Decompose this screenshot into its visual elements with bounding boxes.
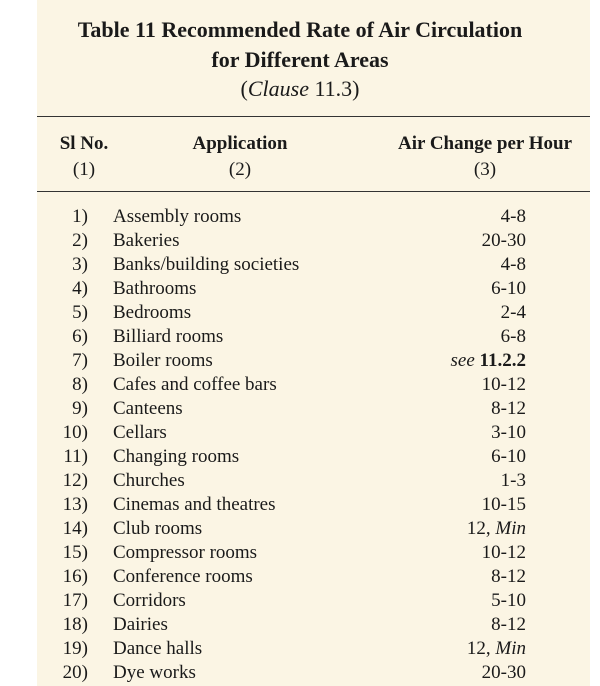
sl-number: 12)	[62, 470, 88, 491]
sl-number: 10)	[62, 422, 88, 443]
value-text: 20-30	[481, 230, 526, 251]
air-change-value	[491, 397, 526, 421]
application-name: Changing rooms	[113, 446, 240, 467]
sl-number: 7)	[72, 350, 88, 371]
table-body	[0, 205, 600, 685]
table-row	[0, 373, 600, 397]
sl-number: 20)	[62, 662, 88, 683]
column-header-label: Air Change per Hour	[398, 133, 572, 154]
air-change-value	[482, 373, 526, 397]
value-suffix: Min	[495, 518, 526, 539]
air-change-value	[491, 565, 526, 589]
air-change-value	[491, 589, 526, 613]
clause-reference: (Clause 11.3)	[240, 76, 360, 101]
air-change-value	[482, 229, 526, 253]
sl-number: 1)	[72, 206, 88, 227]
air-change-value	[467, 637, 526, 661]
air-change-value	[501, 205, 526, 229]
table-title-line-2: for Different Areas	[211, 47, 389, 72]
application-name: Bakeries	[113, 230, 180, 251]
table-row	[0, 301, 600, 325]
air-change-value	[501, 253, 526, 277]
column-header-label: Sl No.	[59, 133, 109, 154]
application-name: Conference rooms	[113, 566, 253, 587]
clause-word: Clause	[247, 76, 309, 101]
column-header-label: Application	[192, 133, 288, 154]
air-change-value	[482, 493, 526, 517]
table-row	[0, 613, 600, 637]
sl-number: 18)	[62, 614, 88, 635]
value-text: 5-10	[491, 590, 526, 611]
table-row	[0, 661, 600, 685]
application-name: Corridors	[113, 590, 186, 611]
air-change-value	[501, 301, 526, 325]
value-text: 6-10	[491, 278, 526, 299]
table-row	[0, 421, 600, 445]
sl-number: 9)	[72, 398, 88, 419]
application-name: Banks/building societies	[113, 254, 300, 275]
table-row	[0, 397, 600, 421]
air-change-value	[491, 445, 526, 469]
value-text: 6-10	[491, 446, 526, 467]
sl-number: 19)	[62, 638, 88, 659]
sl-number: 17)	[62, 590, 88, 611]
value-text: 12,	[466, 518, 491, 539]
application-name: Assembly rooms	[113, 206, 242, 227]
value-text: 6-8	[500, 326, 526, 347]
table-title-line-1: Table 11 Recommended Rate of Air Circulation	[77, 17, 523, 42]
table-row	[0, 229, 600, 253]
value-text: 4-8	[500, 254, 526, 275]
table-row	[0, 205, 600, 229]
column-header-sl-no	[44, 132, 124, 182]
sl-number: 16)	[62, 566, 88, 587]
table-row	[0, 325, 600, 349]
column-header-application	[160, 132, 320, 182]
value-text: 10-12	[481, 542, 526, 563]
air-change-value	[491, 277, 526, 301]
column-header-number: (1)	[72, 159, 96, 180]
value-text: 20-30	[481, 662, 526, 683]
sl-number: 8)	[72, 374, 88, 395]
value-text: 10-15	[481, 494, 526, 515]
value-text: 10-12	[481, 374, 526, 395]
table-row	[0, 589, 600, 613]
header-top-rule	[37, 116, 590, 117]
table-row	[0, 277, 600, 301]
header-bottom-rule	[37, 191, 590, 192]
value-text: 2-4	[500, 302, 526, 323]
table-row	[0, 565, 600, 589]
column-header-number: (3)	[473, 159, 497, 180]
table-row	[0, 445, 600, 469]
air-change-value	[491, 421, 526, 445]
sl-number: 3)	[72, 254, 88, 275]
value-text: 8-12	[491, 614, 526, 635]
sl-number: 13)	[62, 494, 88, 515]
table-row	[0, 541, 600, 565]
application-name: Cellars	[113, 422, 167, 443]
application-name: Compressor rooms	[113, 542, 258, 563]
air-change-value	[467, 517, 526, 541]
air-change-value	[501, 469, 526, 493]
application-name: Churches	[113, 470, 185, 491]
application-name: Dairies	[113, 614, 168, 635]
clause-number: 11.3	[314, 76, 353, 101]
application-name: Bedrooms	[113, 302, 192, 323]
application-name: Boiler rooms	[113, 350, 213, 371]
application-name: Dance halls	[113, 638, 203, 659]
application-name: Cafes and coffee bars	[113, 374, 277, 395]
application-name: Club rooms	[113, 518, 203, 539]
column-header-number: (2)	[228, 159, 252, 180]
value-text: 3-10	[491, 422, 526, 443]
value-reference: 11.2.2	[479, 350, 526, 371]
value-text: 12,	[466, 638, 491, 659]
value-text: 8-12	[491, 398, 526, 419]
column-header-air-change	[380, 132, 590, 182]
air-change-value	[482, 541, 526, 565]
value-text: 8-12	[491, 566, 526, 587]
sl-number: 11)	[63, 446, 88, 467]
value-prefix: see	[450, 350, 475, 371]
application-name: Bathrooms	[113, 278, 197, 299]
table-row	[0, 253, 600, 277]
air-change-value	[491, 613, 526, 637]
application-name: Cinemas and theatres	[113, 494, 276, 515]
air-change-value	[451, 349, 526, 373]
sl-number: 14)	[62, 518, 88, 539]
air-change-value	[501, 325, 526, 349]
air-change-value	[482, 661, 526, 685]
sl-number: 15)	[62, 542, 88, 563]
table-row	[0, 469, 600, 493]
table-row	[0, 349, 600, 373]
value-suffix: Min	[495, 638, 526, 659]
table-row	[0, 517, 600, 541]
sl-number: 6)	[72, 326, 88, 347]
sl-number: 5)	[72, 302, 88, 323]
application-name: Billiard rooms	[113, 326, 224, 347]
sl-number: 4)	[72, 278, 88, 299]
sl-number: 2)	[72, 230, 88, 251]
application-name: Dye works	[113, 662, 196, 683]
application-name: Canteens	[113, 398, 183, 419]
value-text: 4-8	[500, 206, 526, 227]
table-row	[0, 493, 600, 517]
value-text: 1-3	[500, 470, 526, 491]
table-row	[0, 637, 600, 661]
